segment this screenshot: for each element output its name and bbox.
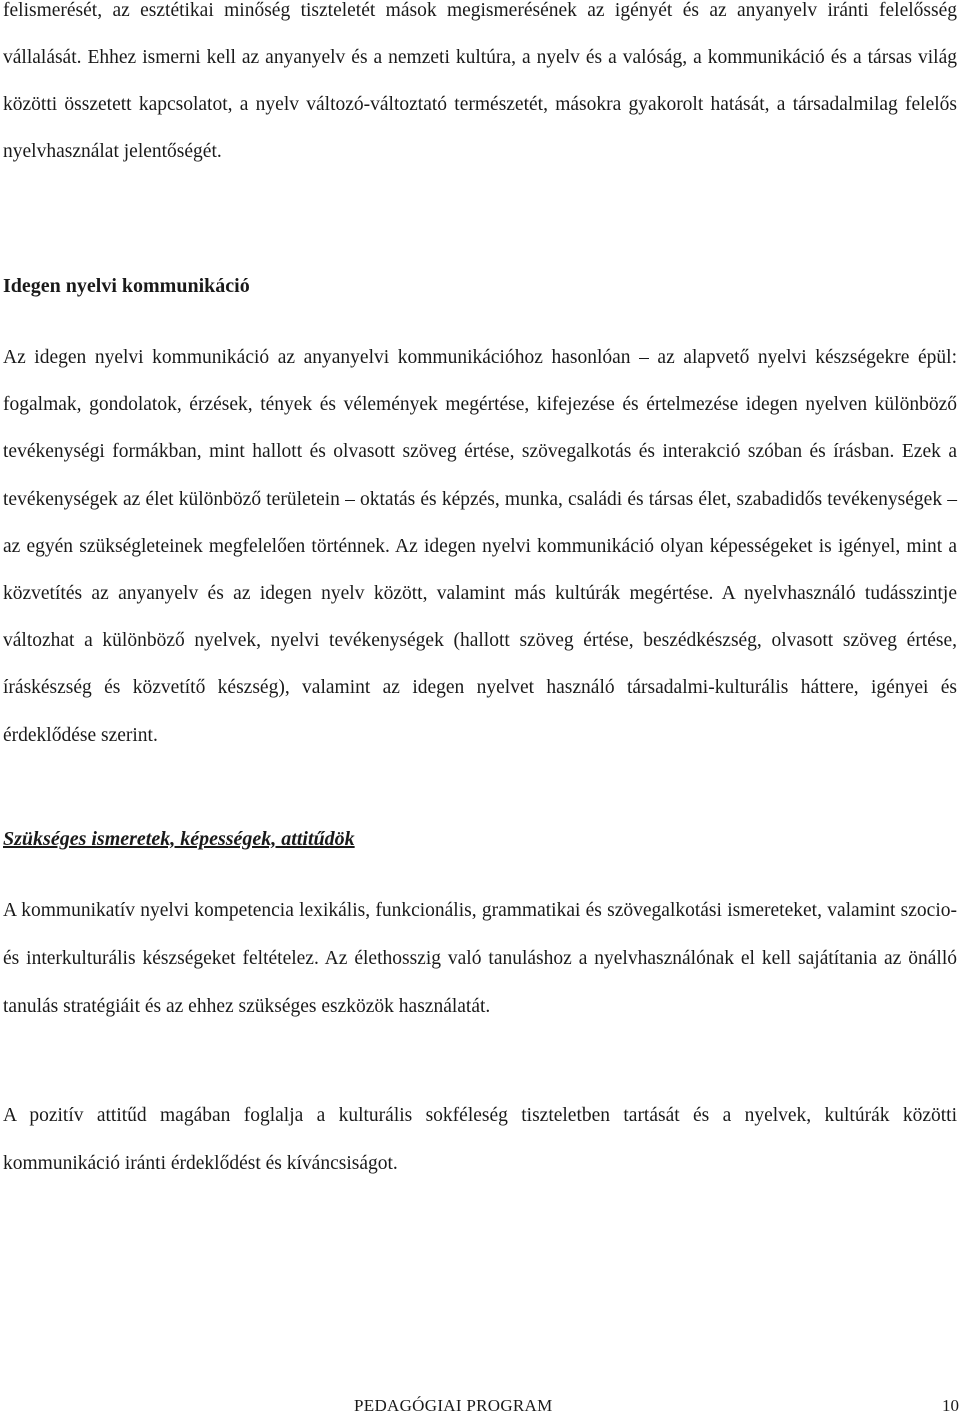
intro-paragraph: felismerését, az esztétikai minőség tiszteletét mások megismerésének az igényét és az anyanyelv iránti felelősség vállalását. Ehhez ismerni kell az anyanyelv és a nemzeti kultúra, a nyelv és a valóság, a kommunikáció és a társas világ közötti összetett kapcsolatot, a nyelv változó-változtató természetét, másokra gyakorolt hatását, a társadalmilag felelős nyelvhasználat jelentőségét. <box>3 0 957 162</box>
page-footer <box>0 1396 960 1417</box>
section-paragraph: Az idegen nyelvi kommunikáció az anyanyelvi kommunikációhoz hasonlóan – az alapvető nyelvi készségekre épül: fogalmak, gondolatok, érzések, tények és vélemények megértése, kifejezése és értelmezése idegen nyelven különböző tevékenységi formákban, mint hallott és olvasott szöveg értése, szövegalkotás és interakció szóban és írásban. Ezek a tevékenységek az élet különböző területein – oktatás és képzés, munka, családi és társas élet, szabadidős tevékenységek – az egyén szükségleteinek megfelelően történnek. Az idegen nyelvi kommunikáció olyan képességeket is igényel, mint a közvetítés az anyanyelv és az idegen nyelv között, valamint más kultúrák megértése. A nyelvhasználó tudásszintje változhat a különböző nyelvek, nyelvi tevékenységek (hallott szöveg értése, beszédkészség, olvasott szöveg értése, íráskészség és közvetítő készség), valamint az idegen nyelvet használó társadalmi-kulturális háttere, igényei és érdeklődése szerint. <box>3 347 957 746</box>
section-heading: Idegen nyelvi kommunikáció <box>3 275 250 297</box>
competence-paragraph: A kommunikatív nyelvi kompetencia lexikális, funkcionális, grammatikai és szövegalkotási ismereteket, valamint szocio- és interkulturális készségeket feltételez. Az élethosszig való tanuláshoz a nyelvhasználónak el kell sajátítania az önálló tanulás stratégiáit és az ehhez szükséges eszközök használatát. <box>3 900 957 1017</box>
page-number: 10 <box>942 1396 959 1415</box>
attitude-paragraph: A pozitív attitűd magában foglalja a kulturális sokféleség tiszteletben tartását és a nyelvek, kultúrák közötti kommunikáció iránti érdeklődést és kíváncsiságot. <box>3 1105 957 1174</box>
footer-title: PEDAGÓGIAI PROGRAM <box>354 1396 553 1415</box>
subheading: Szükséges ismeretek, képességek, attitűdök <box>3 828 355 850</box>
